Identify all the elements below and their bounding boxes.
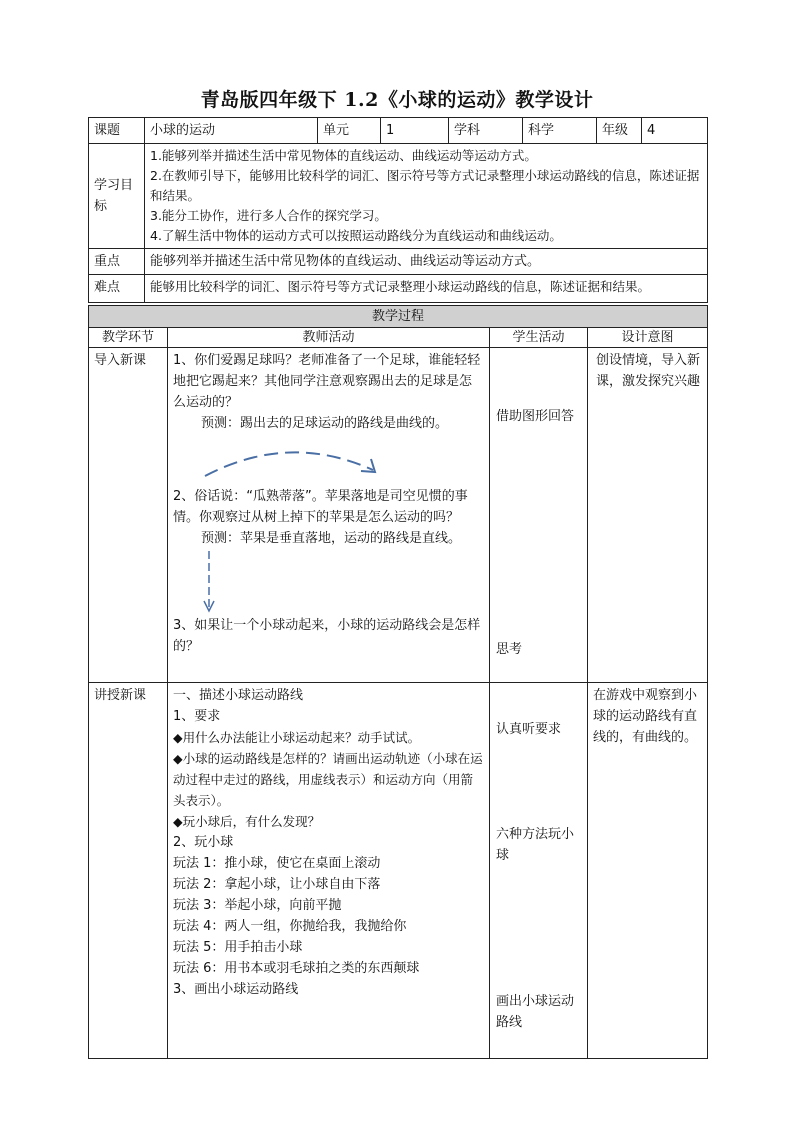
lecture-line: 3、画出小球运动路线 (173, 982, 299, 997)
objective-item: 2.在教师引导下，能够用比较科学的词汇、图示符号等方式记录整理小球运动路线的信息，陈述证据和结果。 (150, 168, 700, 203)
lecture-line: 1、要求 (173, 709, 221, 724)
intro-prediction-2: 预测：苹果是垂直落地，运动的路线是直线。 (201, 531, 462, 546)
lecture-line: 玩法 3：举起小球，向前平抛 (173, 898, 342, 913)
column-header: 学生活动 (490, 328, 588, 348)
objective-item: 4.了解生活中物体的运动方式可以按照运动路线分为直线运动和曲线运动。 (150, 228, 562, 243)
student-lecture-listen: 认真听要求 (496, 722, 562, 737)
intro-question-1: 1、你们爱踢足球吗？老师准备了一个足球，谁能轻轻地把它踢起来？其他同学注意观察踢出去的足球是怎么运动的？ (173, 353, 481, 410)
lecture-line: 玩法 4：两人一组，你抛给我，我抛给你 (173, 919, 407, 934)
lecture-line: 玩法 5：用手拍击小球 (173, 940, 303, 955)
stage-lecture: 讲授新课 (89, 683, 168, 1059)
student-intro-think: 思考 (496, 642, 523, 657)
intro-prediction-1: 预测：踢出去的足球运动的路线是曲线的。 (201, 416, 449, 431)
design-intent-lecture: 在游戏中观察到小球的运动路线有直线的，有曲线的。 (588, 683, 708, 1059)
process-header: 教学过程 (89, 306, 708, 328)
lesson-info-table (88, 117, 708, 303)
lecture-line: 一、描述小球运动路线 (173, 688, 304, 703)
intro-question-3: 3、如果让一个小球动起来，小球的运动路线会是怎样的？ (173, 618, 481, 654)
student-lecture-draw: 画出小球运动路线 (496, 994, 575, 1030)
lecture-line: ◆小球的运动路线是怎样的？请画出运动轨迹（小球在运动过程中走过的路线，用虚线表示）和运动方向（用箭头表示）。 (173, 751, 483, 808)
key-point-label: 重点 (89, 249, 145, 275)
stage-intro: 导入新课 (89, 348, 168, 683)
document-title: 青岛版四年级下 1.2《小球的运动》教学设计 (200, 89, 594, 111)
lecture-line: ◆用什么办法能让小球运动起来？动手试试。 (173, 730, 421, 745)
curved-path-arrow-figure (201, 438, 401, 484)
column-header: 教师活动 (168, 328, 490, 348)
curved-dashed-path (205, 452, 373, 476)
key-point-value: 能够列举并描述生活中常见物体的直线运动、曲线运动等运动方式。 (145, 249, 708, 275)
unit-label: 单元 (318, 118, 381, 144)
subject-label: 学科 (449, 118, 523, 144)
column-header: 教学环节 (89, 328, 168, 348)
objective-item: 1.能够列举并描述生活中常见物体的直线运动、曲线运动等运动方式。 (150, 148, 537, 163)
student-intro-answer: 借助图形回答 (496, 409, 575, 424)
objective-item: 3.能分工协作，进行多人合作的探究学习。 (150, 208, 387, 223)
vertical-path-arrow-figure (199, 549, 219, 615)
student-lecture-play: 六种方法玩小球 (496, 827, 575, 863)
lecture-line: 2、玩小球 (173, 835, 234, 850)
student-activity-intro (490, 348, 588, 683)
lecture-line: ◆玩小球后，有什么发现？ (173, 814, 321, 829)
intro-question-2: 2、俗话说：“瓜熟蒂落”。苹果落地是司空见惯的事情。你观察过从树上掉下的苹果是怎么运动的吗？ (173, 489, 468, 525)
student-activity-lecture (490, 683, 588, 1059)
objectives-label (89, 144, 145, 249)
objectives-label-text: 学习目标 (94, 178, 134, 214)
objectives-list (145, 144, 708, 249)
grade-value: 4 (642, 118, 708, 144)
lecture-line: 玩法 1：推小球，使它在桌面上滚动 (173, 856, 381, 871)
topic-value: 小球的运动 (145, 118, 318, 144)
lecture-line: 玩法 2：拿起小球，让小球自由下落 (173, 877, 381, 892)
topic-label: 课题 (89, 118, 145, 144)
difficulty-value: 能够用比较科学的词汇、图示符号等方式记录整理小球运动路线的信息，陈述证据和结果。 (145, 275, 708, 303)
grade-label: 年级 (597, 118, 642, 144)
design-intent-intro: 创设情境，导入新课，激发探究兴趣 (588, 348, 708, 683)
lecture-line: 玩法 6：用书本或羽毛球拍之类的东西颠球 (173, 961, 420, 976)
teacher-activity-intro (168, 348, 490, 683)
teaching-process-table (88, 305, 708, 1059)
teacher-activity-lecture (168, 683, 490, 1059)
difficulty-label: 难点 (89, 275, 145, 303)
column-header: 设计意图 (588, 328, 708, 348)
unit-value: 1 (381, 118, 449, 144)
subject-value: 科学 (523, 118, 597, 144)
